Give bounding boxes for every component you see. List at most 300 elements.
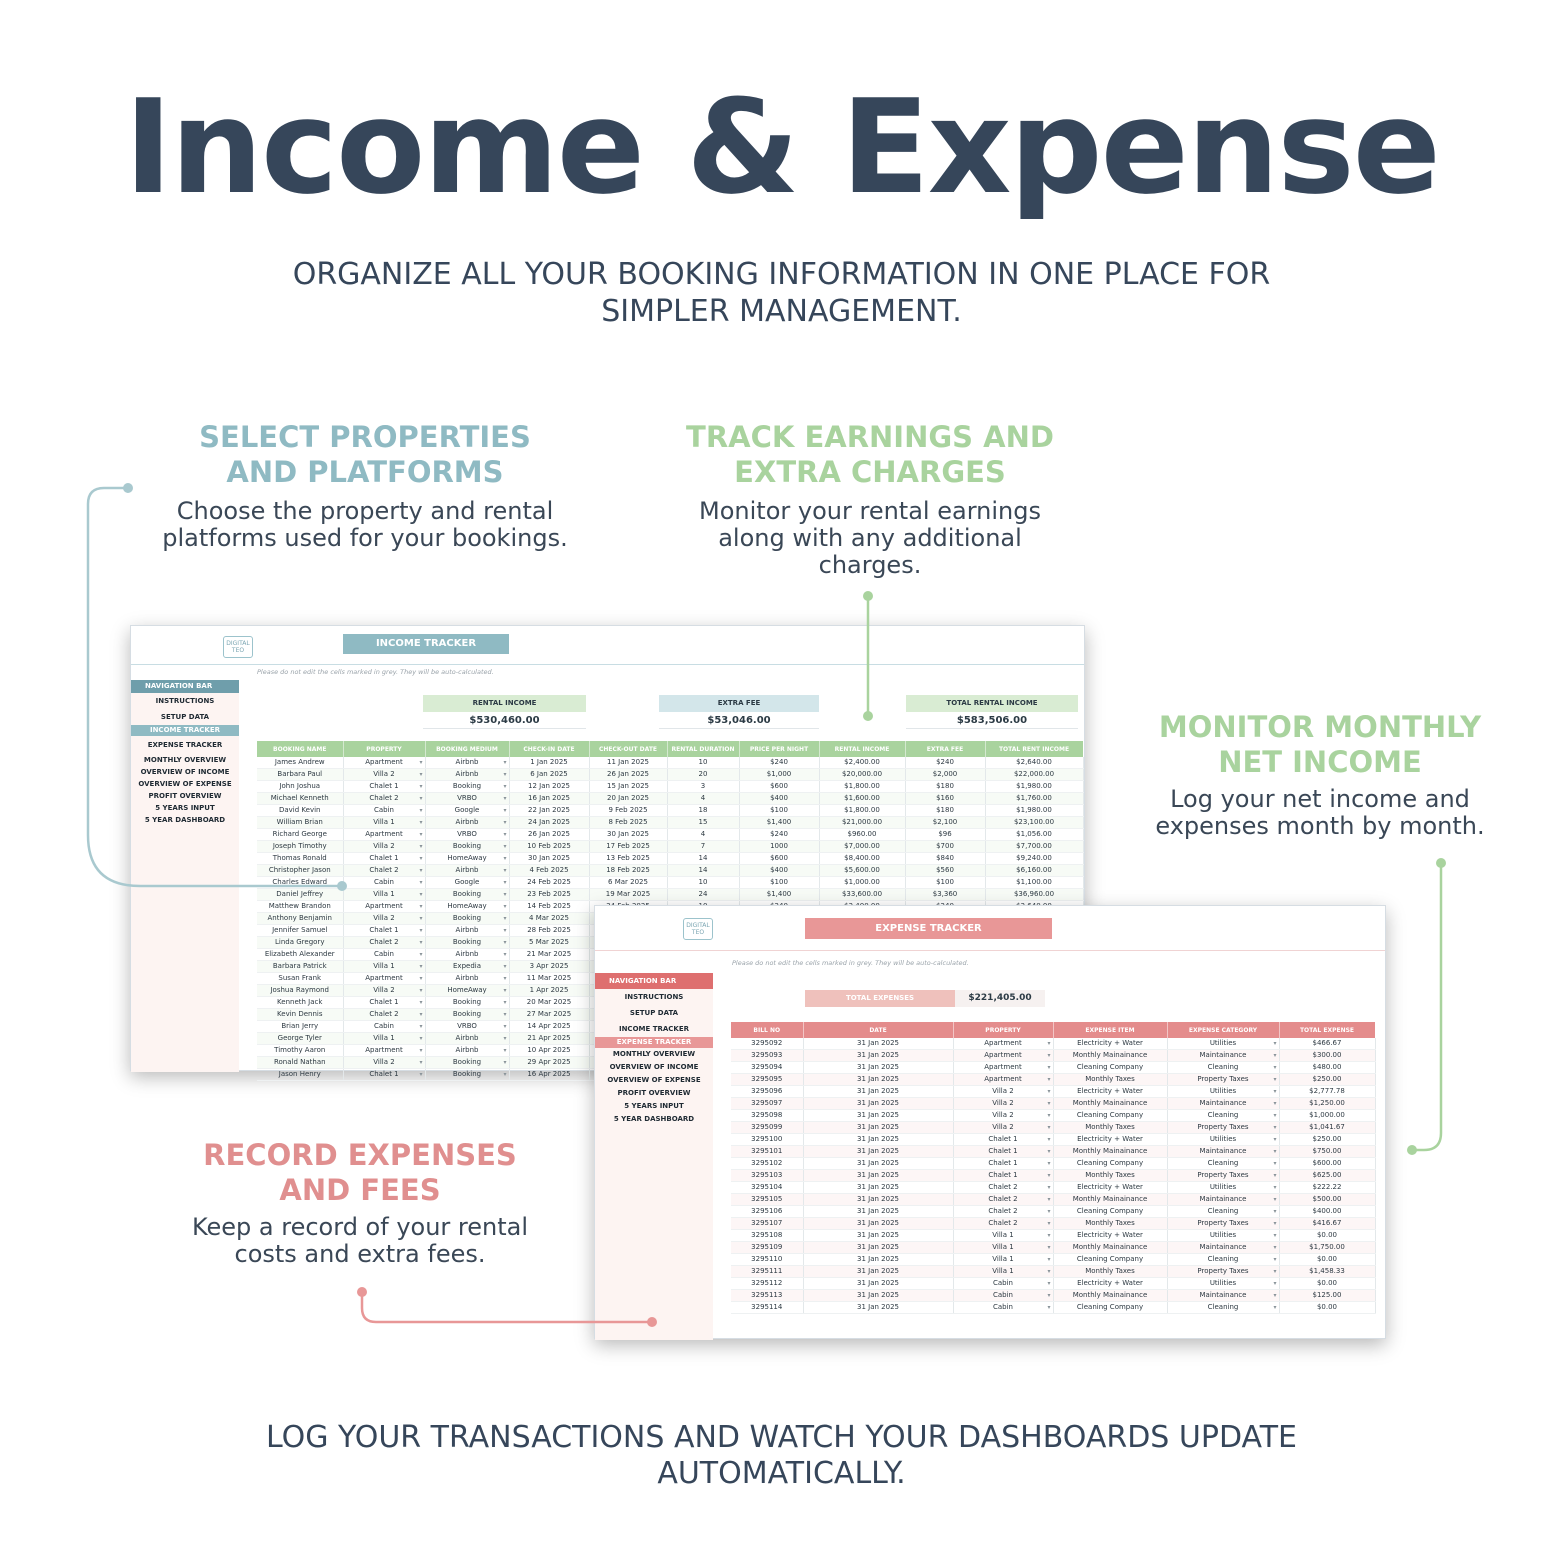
category-dropdown[interactable]: Cleaning ▾: [1167, 1062, 1279, 1074]
cell[interactable]: $125.00: [1279, 1290, 1375, 1302]
cell[interactable]: $500.00: [1279, 1194, 1375, 1206]
cell[interactable]: 23 Feb 2025: [509, 889, 589, 901]
cell[interactable]: Monthly Taxes: [1053, 1074, 1167, 1086]
callout-desc-1: Choose the property and rental: [176, 497, 554, 525]
cell[interactable]: 9 Feb 2025: [589, 805, 667, 817]
cell[interactable]: Cleaning Company: [1053, 1254, 1167, 1266]
cell[interactable]: $750.00: [1279, 1146, 1375, 1158]
cell[interactable]: 31 Jan 2025: [803, 1110, 953, 1122]
cell[interactable]: Kenneth Jack: [257, 997, 343, 1009]
property-dropdown[interactable]: Chalet 1 ▾: [953, 1170, 1053, 1182]
cell[interactable]: 31 Jan 2025: [803, 1278, 953, 1290]
cell[interactable]: 14 Apr 2025: [509, 1021, 589, 1033]
cell[interactable]: $1,041.67: [1279, 1122, 1375, 1134]
cell[interactable]: $240: [739, 829, 819, 841]
cell[interactable]: Linda Gregory: [257, 937, 343, 949]
cell[interactable]: 31 Jan 2025: [803, 1158, 953, 1170]
property-dropdown[interactable]: Chalet 1 ▾: [343, 781, 425, 793]
category-dropdown[interactable]: Property Taxes ▾: [1167, 1170, 1279, 1182]
cell[interactable]: Monthly Mainainance: [1053, 1290, 1167, 1302]
property-dropdown[interactable]: Apartment ▾: [343, 757, 425, 769]
property-dropdown[interactable]: Chalet 2 ▾: [953, 1194, 1053, 1206]
cell[interactable]: 6 Mar 2025: [589, 877, 667, 889]
property-dropdown[interactable]: Villa 2 ▾: [953, 1122, 1053, 1134]
cell[interactable]: 3295113: [731, 1290, 803, 1302]
medium-dropdown[interactable]: Booking ▾: [425, 1009, 509, 1021]
cell[interactable]: Monthly Taxes: [1053, 1170, 1167, 1182]
property-dropdown[interactable]: Apartment ▾: [343, 973, 425, 985]
cell[interactable]: Joseph Timothy: [257, 841, 343, 853]
property-dropdown[interactable]: Chalet 1 ▾: [343, 997, 425, 1009]
property-dropdown[interactable]: Villa 2 ▾: [343, 1057, 425, 1069]
cell[interactable]: James Andrew: [257, 757, 343, 769]
cell[interactable]: Monthly Mainainance: [1053, 1194, 1167, 1206]
property-dropdown[interactable]: Chalet 1 ▾: [343, 1069, 425, 1081]
cell[interactable]: Daniel Jeffrey: [257, 889, 343, 901]
cell[interactable]: 24 Feb 2025: [509, 877, 589, 889]
medium-dropdown[interactable]: Airbnb ▾: [425, 925, 509, 937]
cell[interactable]: $222.22: [1279, 1182, 1375, 1194]
cell[interactable]: 31 Jan 2025: [803, 1074, 953, 1086]
cell[interactable]: 20 Mar 2025: [509, 997, 589, 1009]
category-dropdown[interactable]: Maintainance ▾: [1167, 1242, 1279, 1254]
cell[interactable]: 3295096: [731, 1086, 803, 1098]
property-dropdown[interactable]: Chalet 2 ▾: [343, 793, 425, 805]
medium-dropdown[interactable]: Booking ▾: [425, 841, 509, 853]
property-dropdown[interactable]: Apartment ▾: [343, 901, 425, 913]
cell[interactable]: 31 Jan 2025: [803, 1290, 953, 1302]
category-dropdown[interactable]: Maintainance ▾: [1167, 1290, 1279, 1302]
medium-dropdown[interactable]: HomeAway ▾: [425, 985, 509, 997]
medium-dropdown[interactable]: Airbnb ▾: [425, 769, 509, 781]
property-dropdown[interactable]: Villa 2 ▾: [343, 913, 425, 925]
medium-dropdown[interactable]: HomeAway ▾: [425, 901, 509, 913]
cell[interactable]: 3295103: [731, 1170, 803, 1182]
cell[interactable]: 1 Jan 2025: [509, 757, 589, 769]
cell[interactable]: 3295108: [731, 1230, 803, 1242]
cell[interactable]: Electricity + Water: [1053, 1038, 1167, 1050]
cell[interactable]: Richard George: [257, 829, 343, 841]
cell[interactable]: Jason Henry: [257, 1069, 343, 1081]
medium-dropdown[interactable]: Airbnb ▾: [425, 1033, 509, 1045]
category-dropdown[interactable]: Property Taxes ▾: [1167, 1266, 1279, 1278]
property-dropdown[interactable]: Villa 2 ▾: [953, 1086, 1053, 1098]
medium-dropdown[interactable]: Google ▾: [425, 877, 509, 889]
cell[interactable]: 3295093: [731, 1050, 803, 1062]
cell[interactable]: Elizabeth Alexander: [257, 949, 343, 961]
category-dropdown[interactable]: Cleaning ▾: [1167, 1254, 1279, 1266]
cell[interactable]: 3295106: [731, 1206, 803, 1218]
cell[interactable]: 13 Feb 2025: [589, 853, 667, 865]
medium-dropdown[interactable]: Booking ▾: [425, 1069, 509, 1081]
cell[interactable]: Cleaning Company: [1053, 1302, 1167, 1314]
nav-item-overview-income[interactable]: OVERVIEW OF INCOME: [140, 768, 230, 776]
cell[interactable]: Barbara Paul: [257, 769, 343, 781]
nav-item-5-years-input[interactable]: 5 YEARS INPUT: [624, 1102, 684, 1110]
property-dropdown[interactable]: Chalet 2 ▾: [953, 1218, 1053, 1230]
property-dropdown[interactable]: Chalet 2 ▾: [343, 1009, 425, 1021]
medium-dropdown[interactable]: VRBO ▾: [425, 1021, 509, 1033]
cell[interactable]: Monthly Mainainance: [1053, 1242, 1167, 1254]
expense-rows: [731, 1038, 1375, 1314]
cell: $1,980.00: [985, 781, 1083, 793]
cell[interactable]: 19 Mar 2025: [589, 889, 667, 901]
cell[interactable]: $480.00: [1279, 1062, 1375, 1074]
property-dropdown[interactable]: Villa 1 ▾: [343, 889, 425, 901]
medium-dropdown[interactable]: HomeAway ▾: [425, 853, 509, 865]
nav-item-income-tracker[interactable]: INCOME TRACKER: [618, 1025, 690, 1033]
property-dropdown[interactable]: Villa 1 ▾: [953, 1230, 1053, 1242]
cell[interactable]: 3295097: [731, 1098, 803, 1110]
cell[interactable]: 3295102: [731, 1158, 803, 1170]
cell[interactable]: Jennifer Samuel: [257, 925, 343, 937]
nav-item-overview-expense[interactable]: OVERVIEW OF EXPENSE: [607, 1076, 701, 1084]
medium-dropdown[interactable]: VRBO ▾: [425, 793, 509, 805]
cell[interactable]: 30 Jan 2025: [509, 853, 589, 865]
cell[interactable]: Monthly Taxes: [1053, 1218, 1167, 1230]
nav-item-5-year-dashboard[interactable]: 5 YEAR DASHBOARD: [613, 1115, 695, 1123]
page-footer: [120, 1420, 1443, 1492]
cell[interactable]: 3295098: [731, 1110, 803, 1122]
medium-dropdown[interactable]: Booking ▾: [425, 937, 509, 949]
cell[interactable]: Electricity + Water: [1053, 1182, 1167, 1194]
cell[interactable]: 31 Jan 2025: [803, 1254, 953, 1266]
cell[interactable]: $1,458.33: [1279, 1266, 1375, 1278]
nav-item-profit-overview[interactable]: PROFIT OVERVIEW: [148, 792, 222, 800]
cell[interactable]: 28 Feb 2025: [509, 925, 589, 937]
cell[interactable]: 12 Jan 2025: [509, 781, 589, 793]
cell[interactable]: 10 Apr 2025: [509, 1045, 589, 1057]
cell[interactable]: Monthly Mainainance: [1053, 1050, 1167, 1062]
cell[interactable]: 16 Apr 2025: [509, 1069, 589, 1081]
nav-item-5-year-dashboard[interactable]: 5 YEAR DASHBOARD: [144, 816, 226, 824]
category-dropdown[interactable]: Cleaning ▾: [1167, 1206, 1279, 1218]
medium-dropdown[interactable]: Booking ▾: [425, 1057, 509, 1069]
property-dropdown[interactable]: Villa 2 ▾: [953, 1110, 1053, 1122]
cell[interactable]: 6 Jan 2025: [509, 769, 589, 781]
category-dropdown[interactable]: Maintainance ▾: [1167, 1098, 1279, 1110]
category-dropdown[interactable]: Property Taxes ▾: [1167, 1074, 1279, 1086]
property-dropdown[interactable]: Villa 2 ▾: [953, 1098, 1053, 1110]
cell[interactable]: Charles Edward: [257, 877, 343, 889]
nav-item-expense-tracker[interactable]: EXPENSE TRACKER: [595, 1037, 713, 1048]
cell[interactable]: $400: [739, 865, 819, 877]
property-dropdown[interactable]: Chalet 2 ▾: [343, 865, 425, 877]
cell[interactable]: Michael Kenneth: [257, 793, 343, 805]
nav-item-instructions[interactable]: INSTRUCTIONS: [155, 697, 215, 705]
cell[interactable]: 18 Feb 2025: [589, 865, 667, 877]
medium-dropdown[interactable]: Booking ▾: [425, 781, 509, 793]
property-dropdown[interactable]: Cabin ▾: [343, 1021, 425, 1033]
cell[interactable]: Monthly Taxes: [1053, 1122, 1167, 1134]
property-dropdown[interactable]: Apartment ▾: [953, 1038, 1053, 1050]
category-dropdown[interactable]: Utilities ▾: [1167, 1230, 1279, 1242]
nav-item-income-tracker[interactable]: INCOME TRACKER: [131, 725, 239, 736]
property-dropdown[interactable]: Chalet 2 ▾: [953, 1206, 1053, 1218]
cell[interactable]: 22 Jan 2025: [509, 805, 589, 817]
category-dropdown[interactable]: Utilities ▾: [1167, 1278, 1279, 1290]
cell[interactable]: $466.67: [1279, 1038, 1375, 1050]
cell[interactable]: 8 Feb 2025: [589, 817, 667, 829]
cell[interactable]: $0.00: [1279, 1230, 1375, 1242]
cell[interactable]: 16 Jan 2025: [509, 793, 589, 805]
cell[interactable]: 1000: [739, 841, 819, 853]
cell[interactable]: $1,000.00: [1279, 1110, 1375, 1122]
cell[interactable]: 26 Jan 2025: [509, 829, 589, 841]
medium-dropdown[interactable]: VRBO ▾: [425, 829, 509, 841]
cell[interactable]: Kevin Dennis: [257, 1009, 343, 1021]
cell[interactable]: 3295100: [731, 1134, 803, 1146]
cell[interactable]: Electricity + Water: [1053, 1086, 1167, 1098]
cell: $700: [905, 841, 985, 853]
cell[interactable]: $600: [739, 853, 819, 865]
cell[interactable]: 31 Jan 2025: [803, 1194, 953, 1206]
property-dropdown[interactable]: Villa 1 ▾: [953, 1254, 1053, 1266]
cell[interactable]: 21 Mar 2025: [509, 949, 589, 961]
medium-dropdown[interactable]: Booking ▾: [425, 889, 509, 901]
cell[interactable]: 20 Jan 2025: [589, 793, 667, 805]
cell[interactable]: 11 Jan 2025: [589, 757, 667, 769]
category-dropdown[interactable]: Maintainance ▾: [1167, 1050, 1279, 1062]
cell[interactable]: Susan Frank: [257, 973, 343, 985]
cell[interactable]: $0.00: [1279, 1302, 1375, 1314]
nav-item-monthly-overview[interactable]: MONTHLY OVERVIEW: [143, 756, 227, 764]
cell[interactable]: 31 Jan 2025: [803, 1266, 953, 1278]
medium-dropdown[interactable]: Airbnb ▾: [425, 757, 509, 769]
cell[interactable]: $1,400: [739, 817, 819, 829]
medium-dropdown[interactable]: Airbnb ▾: [425, 1045, 509, 1057]
cell: $560: [905, 865, 985, 877]
cell[interactable]: $400: [739, 793, 819, 805]
category-dropdown[interactable]: Cleaning ▾: [1167, 1158, 1279, 1170]
category-dropdown[interactable]: Maintainance ▾: [1167, 1194, 1279, 1206]
category-dropdown[interactable]: Cleaning ▾: [1167, 1110, 1279, 1122]
cell[interactable]: $240: [739, 757, 819, 769]
property-dropdown[interactable]: Cabin ▾: [953, 1290, 1053, 1302]
property-dropdown[interactable]: Cabin ▾: [343, 949, 425, 961]
cell[interactable]: Monthly Taxes: [1053, 1266, 1167, 1278]
cell[interactable]: $1,750.00: [1279, 1242, 1375, 1254]
col-booking-medium: BOOKING MEDIUM: [425, 741, 509, 757]
cell[interactable]: 27 Mar 2025: [509, 1009, 589, 1021]
cell[interactable]: Cleaning Company: [1053, 1206, 1167, 1218]
cell[interactable]: 10 Feb 2025: [509, 841, 589, 853]
cell[interactable]: Timothy Aaron: [257, 1045, 343, 1057]
property-dropdown[interactable]: Chalet 1 ▾: [953, 1134, 1053, 1146]
cell[interactable]: $100: [739, 805, 819, 817]
cell[interactable]: 31 Jan 2025: [803, 1086, 953, 1098]
property-dropdown[interactable]: Villa 2 ▾: [343, 769, 425, 781]
cell[interactable]: 31 Jan 2025: [803, 1182, 953, 1194]
cell[interactable]: Matthew Brandon: [257, 901, 343, 913]
cell[interactable]: Christopher Jason: [257, 865, 343, 877]
nav-item-setup-data[interactable]: SETUP DATA: [160, 713, 210, 721]
property-dropdown[interactable]: Chalet 1 ▾: [953, 1158, 1053, 1170]
cell[interactable]: 3295111: [731, 1266, 803, 1278]
property-dropdown[interactable]: Apartment ▾: [343, 1045, 425, 1057]
category-dropdown[interactable]: Property Taxes ▾: [1167, 1122, 1279, 1134]
nav-item-expense-tracker[interactable]: EXPENSE TRACKER: [147, 741, 223, 749]
property-dropdown[interactable]: Cabin ▾: [343, 805, 425, 817]
category-dropdown[interactable]: Utilities ▾: [1167, 1086, 1279, 1098]
property-dropdown[interactable]: Villa 1 ▾: [343, 817, 425, 829]
cell[interactable]: 26 Jan 2025: [589, 769, 667, 781]
cell[interactable]: 3295112: [731, 1278, 803, 1290]
cell[interactable]: William Brian: [257, 817, 343, 829]
cell[interactable]: 31 Jan 2025: [803, 1218, 953, 1230]
category-dropdown[interactable]: Utilities ▾: [1167, 1038, 1279, 1050]
nav-item-setup-data[interactable]: SETUP DATA: [629, 1009, 679, 1017]
cell[interactable]: David Kevin: [257, 805, 343, 817]
cell[interactable]: 31 Jan 2025: [803, 1098, 953, 1110]
cell[interactable]: $1,000: [739, 769, 819, 781]
property-dropdown[interactable]: Villa 1 ▾: [953, 1242, 1053, 1254]
cell[interactable]: Cleaning Company: [1053, 1158, 1167, 1170]
cell[interactable]: Anthony Benjamin: [257, 913, 343, 925]
property-dropdown[interactable]: Chalet 2 ▾: [953, 1182, 1053, 1194]
cell[interactable]: 3295099: [731, 1122, 803, 1134]
cell[interactable]: 24 Jan 2025: [509, 817, 589, 829]
cell[interactable]: $250.00: [1279, 1074, 1375, 1086]
cell[interactable]: $625.00: [1279, 1170, 1375, 1182]
nav-item-instructions[interactable]: INSTRUCTIONS: [624, 993, 684, 1001]
medium-dropdown[interactable]: Airbnb ▾: [425, 949, 509, 961]
medium-dropdown[interactable]: Expedia ▾: [425, 961, 509, 973]
cell[interactable]: 31 Jan 2025: [803, 1242, 953, 1254]
cell[interactable]: $416.67: [1279, 1218, 1375, 1230]
cell[interactable]: 3295095: [731, 1074, 803, 1086]
cell[interactable]: 5 Mar 2025: [509, 937, 589, 949]
cell[interactable]: $1,250.00: [1279, 1098, 1375, 1110]
cell[interactable]: 3295107: [731, 1218, 803, 1230]
cell[interactable]: Monthly Mainainance: [1053, 1098, 1167, 1110]
cell[interactable]: 17 Feb 2025: [589, 841, 667, 853]
cell[interactable]: 1 Apr 2025: [509, 985, 589, 997]
cell[interactable]: $250.00: [1279, 1134, 1375, 1146]
property-dropdown[interactable]: Chalet 2 ▾: [343, 937, 425, 949]
nav-item-5-years-input[interactable]: 5 YEARS INPUT: [155, 804, 215, 812]
category-dropdown[interactable]: Maintainance ▾: [1167, 1146, 1279, 1158]
cell[interactable]: Barbara Patrick: [257, 961, 343, 973]
cell[interactable]: 29 Apr 2025: [509, 1057, 589, 1069]
cell[interactable]: Cleaning Company: [1053, 1062, 1167, 1074]
cell[interactable]: $0.00: [1279, 1278, 1375, 1290]
property-dropdown[interactable]: Villa 1 ▾: [343, 1033, 425, 1045]
col-rental-income: RENTAL INCOME: [819, 741, 905, 757]
cell[interactable]: 30 Jan 2025: [589, 829, 667, 841]
property-dropdown[interactable]: Villa 2 ▾: [343, 841, 425, 853]
cell[interactable]: 31 Jan 2025: [803, 1302, 953, 1314]
cell[interactable]: $100: [739, 877, 819, 889]
cell[interactable]: $400.00: [1279, 1206, 1375, 1218]
medium-dropdown[interactable]: Booking ▾: [425, 997, 509, 1009]
cell[interactable]: Brian Jerry: [257, 1021, 343, 1033]
cell[interactable]: 31 Jan 2025: [803, 1206, 953, 1218]
cell[interactable]: 31 Jan 2025: [803, 1038, 953, 1050]
property-dropdown[interactable]: Villa 1 ▾: [953, 1266, 1053, 1278]
property-dropdown[interactable]: Chalet 1 ▾: [343, 925, 425, 937]
cell[interactable]: 3295092: [731, 1038, 803, 1050]
property-dropdown[interactable]: Cabin ▾: [953, 1278, 1053, 1290]
cell[interactable]: George Tyler: [257, 1033, 343, 1045]
cell[interactable]: 31 Jan 2025: [803, 1062, 953, 1074]
cell[interactable]: 31 Jan 2025: [803, 1134, 953, 1146]
cell[interactable]: 3295094: [731, 1062, 803, 1074]
category-dropdown[interactable]: Utilities ▾: [1167, 1182, 1279, 1194]
cell[interactable]: 3295114: [731, 1302, 803, 1314]
cell[interactable]: 31 Jan 2025: [803, 1170, 953, 1182]
cell[interactable]: Ronald Nathan: [257, 1057, 343, 1069]
cell[interactable]: $2,777.78: [1279, 1086, 1375, 1098]
cell[interactable]: John Joshua: [257, 781, 343, 793]
medium-dropdown[interactable]: Booking ▾: [425, 913, 509, 925]
property-dropdown[interactable]: Cabin ▾: [953, 1302, 1053, 1314]
cell[interactable]: $300.00: [1279, 1050, 1375, 1062]
property-dropdown[interactable]: Villa 1 ▾: [343, 961, 425, 973]
col-booking-name: BOOKING NAME: [257, 741, 343, 757]
cell[interactable]: 3295101: [731, 1146, 803, 1158]
cell[interactable]: $600: [739, 781, 819, 793]
cell[interactable]: Electricity + Water: [1053, 1134, 1167, 1146]
category-dropdown[interactable]: Utilities ▾: [1167, 1134, 1279, 1146]
nav-item-profit-overview[interactable]: PROFIT OVERVIEW: [617, 1089, 691, 1097]
cell[interactable]: 31 Jan 2025: [803, 1230, 953, 1242]
cell[interactable]: 3295105: [731, 1194, 803, 1206]
income-tracker-banner: INCOME TRACKER: [343, 634, 509, 654]
cell[interactable]: $600.00: [1279, 1158, 1375, 1170]
cell[interactable]: 31 Jan 2025: [803, 1050, 953, 1062]
cell[interactable]: 15 Jan 2025: [589, 781, 667, 793]
cell[interactable]: Cleaning Company: [1053, 1110, 1167, 1122]
nav-item-overview-expense[interactable]: OVERVIEW OF EXPENSE: [138, 780, 232, 788]
cell[interactable]: 4 Feb 2025: [509, 865, 589, 877]
property-dropdown[interactable]: Villa 2 ▾: [343, 985, 425, 997]
medium-dropdown[interactable]: Airbnb ▾: [425, 973, 509, 985]
property-dropdown[interactable]: Apartment ▾: [953, 1074, 1053, 1086]
medium-dropdown[interactable]: Airbnb ▾: [425, 865, 509, 877]
nav-item-monthly-overview[interactable]: MONTHLY OVERVIEW: [612, 1050, 696, 1058]
cell[interactable]: 31 Jan 2025: [803, 1122, 953, 1134]
property-dropdown[interactable]: Apartment ▾: [953, 1062, 1053, 1074]
cell[interactable]: $1,400: [739, 889, 819, 901]
cell[interactable]: 11 Mar 2025: [509, 973, 589, 985]
property-dropdown[interactable]: Chalet 1 ▾: [343, 853, 425, 865]
category-dropdown[interactable]: Property Taxes ▾: [1167, 1218, 1279, 1230]
property-dropdown[interactable]: Cabin ▾: [343, 877, 425, 889]
cell[interactable]: 3 Apr 2025: [509, 961, 589, 973]
cell[interactable]: 31 Jan 2025: [803, 1146, 953, 1158]
cell[interactable]: $0.00: [1279, 1254, 1375, 1266]
medium-dropdown[interactable]: Google ▾: [425, 805, 509, 817]
medium-dropdown[interactable]: Airbnb ▾: [425, 817, 509, 829]
property-dropdown[interactable]: Chalet 1 ▾: [953, 1146, 1053, 1158]
cell[interactable]: Electricity + Water: [1053, 1278, 1167, 1290]
cell[interactable]: Thomas Ronald: [257, 853, 343, 865]
cell[interactable]: 3295104: [731, 1182, 803, 1194]
property-dropdown[interactable]: Apartment ▾: [343, 829, 425, 841]
cell[interactable]: Monthly Mainainance: [1053, 1146, 1167, 1158]
nav-item-overview-income[interactable]: OVERVIEW OF INCOME: [609, 1063, 699, 1071]
cell[interactable]: 4 Mar 2025: [509, 913, 589, 925]
cell[interactable]: 14 Feb 2025: [509, 901, 589, 913]
cell[interactable]: Joshua Raymond: [257, 985, 343, 997]
cell[interactable]: Electricity + Water: [1053, 1230, 1167, 1242]
category-dropdown[interactable]: Cleaning ▾: [1167, 1302, 1279, 1314]
cell[interactable]: 3295109: [731, 1242, 803, 1254]
cell[interactable]: 3295110: [731, 1254, 803, 1266]
property-dropdown[interactable]: Apartment ▾: [953, 1050, 1053, 1062]
cell[interactable]: 21 Apr 2025: [509, 1033, 589, 1045]
